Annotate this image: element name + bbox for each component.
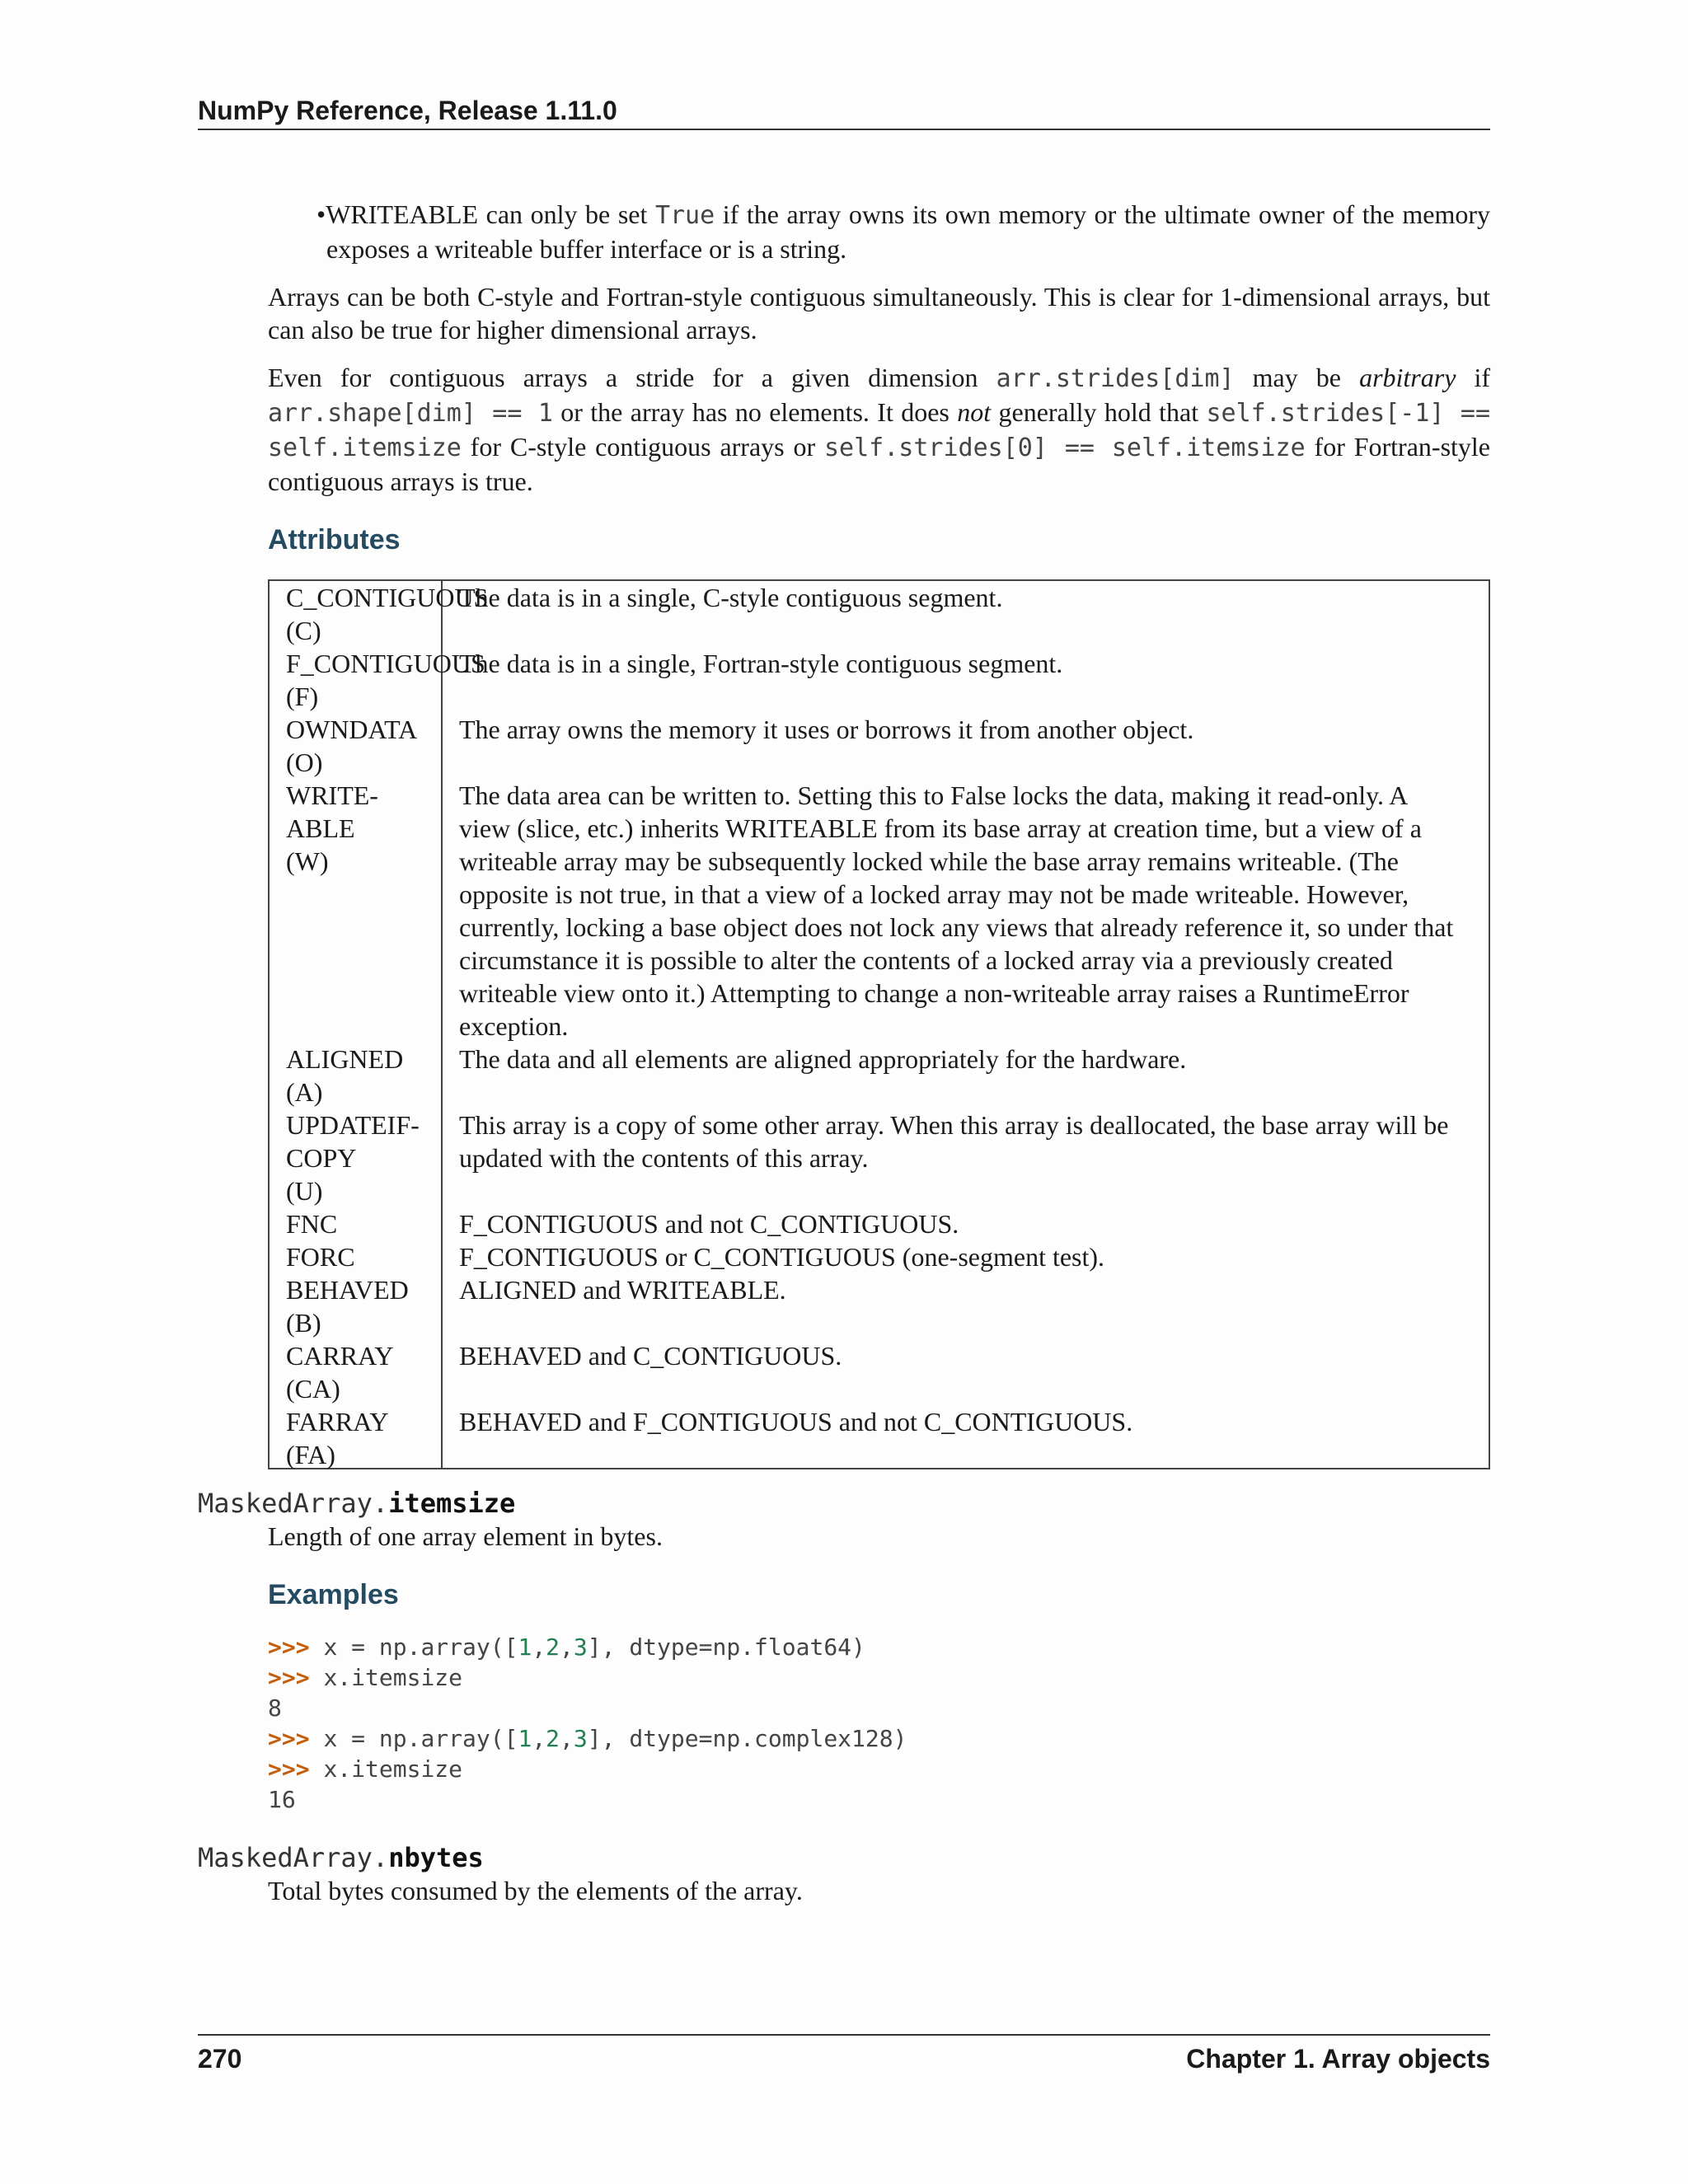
code-text: , [560,1725,574,1752]
bullet-code-true: True [654,201,715,230]
header-title: NumPy Reference, Release 1.11.0 [198,96,617,125]
strides-italic-not: not [957,397,992,427]
code-text: , [560,1633,574,1661]
strides-text-6: for C-style contiguous arrays or [461,432,824,462]
code-example [268,1632,907,1815]
code-text: ], dtype=np.float64) [587,1633,865,1661]
code-text: x.itemsize [323,1755,463,1783]
attr-desc: BEHAVED and C_CONTIGUOUS. [459,1341,842,1371]
strides-text-4: or the array has no elements. It does [552,397,958,427]
code-text: 16 [268,1786,296,1813]
strides-text-7: for Fortran-style contiguous arrays is true. [268,432,1490,496]
attr-desc: The array owns the memory it uses or borrows it from another object. [459,715,1194,744]
itemsize-description: Length of one array element in bytes. [268,1521,663,1551]
code-number: 3 [573,1633,588,1661]
itemsize-signature [198,1487,515,1520]
attributes-heading: Attributes [268,524,401,555]
attr-name: OWNDATA (O) [286,715,418,777]
strides-text-1: Even for contiguous arrays a stride for a given dimension [268,363,996,392]
attr-desc: The data area can be written to. Setting this to False locks the data, making it read-only. A view (slice, etc.) inherits WRITEABLE from its base array at creation time, but a view of a writeable array may be subsequently locked while the base array remains writeable. (The opposite is not true, in that a view of a locked array may not be made writeable. However, currently, locking a base object does not lock any views that already reference it, so under that circumstance it is possible to alter the contents of a locked array via a previously created writeable view onto it.) Attempting to change a non-writeable array raises a RuntimeError exception. [459,780,1454,1041]
itemsize-class: MaskedArray. [198,1488,389,1519]
code-text: x = np.array([ [323,1725,518,1752]
strides-code-3: self.strides[-1] == self.itemsize [268,399,1491,462]
strides-text-2: may be [1234,363,1360,392]
bullet-prefix: •WRITEABLE can only be set [316,199,655,229]
code-text: , [532,1725,546,1752]
code-line [268,1693,907,1723]
strides-text-5: generally hold that [991,397,1207,427]
code-number: 1 [518,1725,532,1752]
attr-desc: This array is a copy of some other array. When this array is deallocated, the base array will be updated with the contents of this array. [459,1110,1449,1173]
chapter-title: Chapter 1. Array objects [1186,2044,1490,2074]
nbytes-description: Total bytes consumed by the elements of the array. [268,1876,803,1905]
code-prompt: >>> [268,1725,324,1752]
code-prompt: >>> [268,1633,324,1661]
itemsize-name: itemsize [388,1488,516,1519]
code-number: 2 [546,1725,560,1752]
examples-heading: Examples [268,1579,399,1610]
attr-name: FARRAY (FA) [286,1407,389,1469]
attr-name: FORC [286,1242,355,1272]
nbytes-class: MaskedArray. [198,1842,389,1873]
footer-rule [198,2034,1490,2036]
code-text: x.itemsize [323,1664,463,1691]
code-number: 3 [573,1725,588,1752]
code-prompt: >>> [268,1664,324,1691]
paragraph-strides [268,361,1490,498]
code-line [268,1723,907,1754]
strides-code-4: self.strides[0] == self.itemsize [823,434,1306,462]
attr-name: CARRAY (CA) [286,1341,394,1404]
code-text: x = np.array([ [323,1633,518,1661]
attr-desc: F_CONTIGUOUS and not C_CONTIGUOUS. [459,1209,959,1239]
attr-name: ALIGNED (A) [286,1044,404,1107]
code-text: ], dtype=np.complex128) [587,1725,907,1752]
attr-name: F_CONTIGUOUS (F) [286,649,485,711]
code-line [268,1784,907,1815]
nbytes-signature [198,1841,484,1874]
running-header [198,92,1490,130]
writeable-bullet [316,198,1490,265]
code-number: 2 [546,1633,560,1661]
attributes-table [268,579,1490,1469]
attr-desc: The data is in a single, Fortran-style contiguous segment. [459,649,1063,678]
attr-desc: The data and all elements are aligned appropriately for the hardware. [459,1044,1187,1074]
strides-code-1: arr.strides[dim] [996,364,1235,393]
attr-desc: BEHAVED and F_CONTIGUOUS and not C_CONTIGUOUS. [459,1407,1133,1436]
attr-desc: F_CONTIGUOUS or C_CONTIGUOUS (one-segment test). [459,1242,1105,1272]
attr-name: WRITE- ABLE (W) [286,780,378,876]
code-line [268,1632,907,1662]
code-text: , [532,1633,546,1661]
attr-desc: ALIGNED and WRITEABLE. [459,1275,786,1305]
attr-name: BEHAVED (B) [286,1275,409,1338]
code-number: 1 [518,1633,532,1661]
paragraph-contiguous: Arrays can be both C-style and Fortran-style contiguous simultaneously. This is clear for 1-dimensional arrays, but can also be true for higher dimensional arrays. [268,282,1490,344]
attr-name: UPDATEIF- COPY (U) [286,1110,420,1206]
bullet-text [316,198,1490,265]
strides-italic-arbitrary: arbitrary [1359,363,1456,392]
attr-name: FNC [286,1209,338,1239]
code-line [268,1662,907,1693]
page-number: 270 [198,2044,242,2074]
code-text: 8 [268,1694,282,1722]
strides-text-3: if [1456,363,1491,392]
code-line [268,1754,907,1784]
bullet-suffix: if the array owns its own memory or the ultimate owner of the memory exposes a writeable buffer interface or is a string. [326,199,1491,264]
attr-desc: The data is in a single, C-style contiguous segment. [459,583,1003,612]
strides-code-2: arr.shape[dim] == 1 [268,399,553,428]
attr-name: C_CONTIGUOUS (C) [286,583,489,645]
code-prompt: >>> [268,1755,324,1783]
nbytes-name: nbytes [388,1842,484,1873]
